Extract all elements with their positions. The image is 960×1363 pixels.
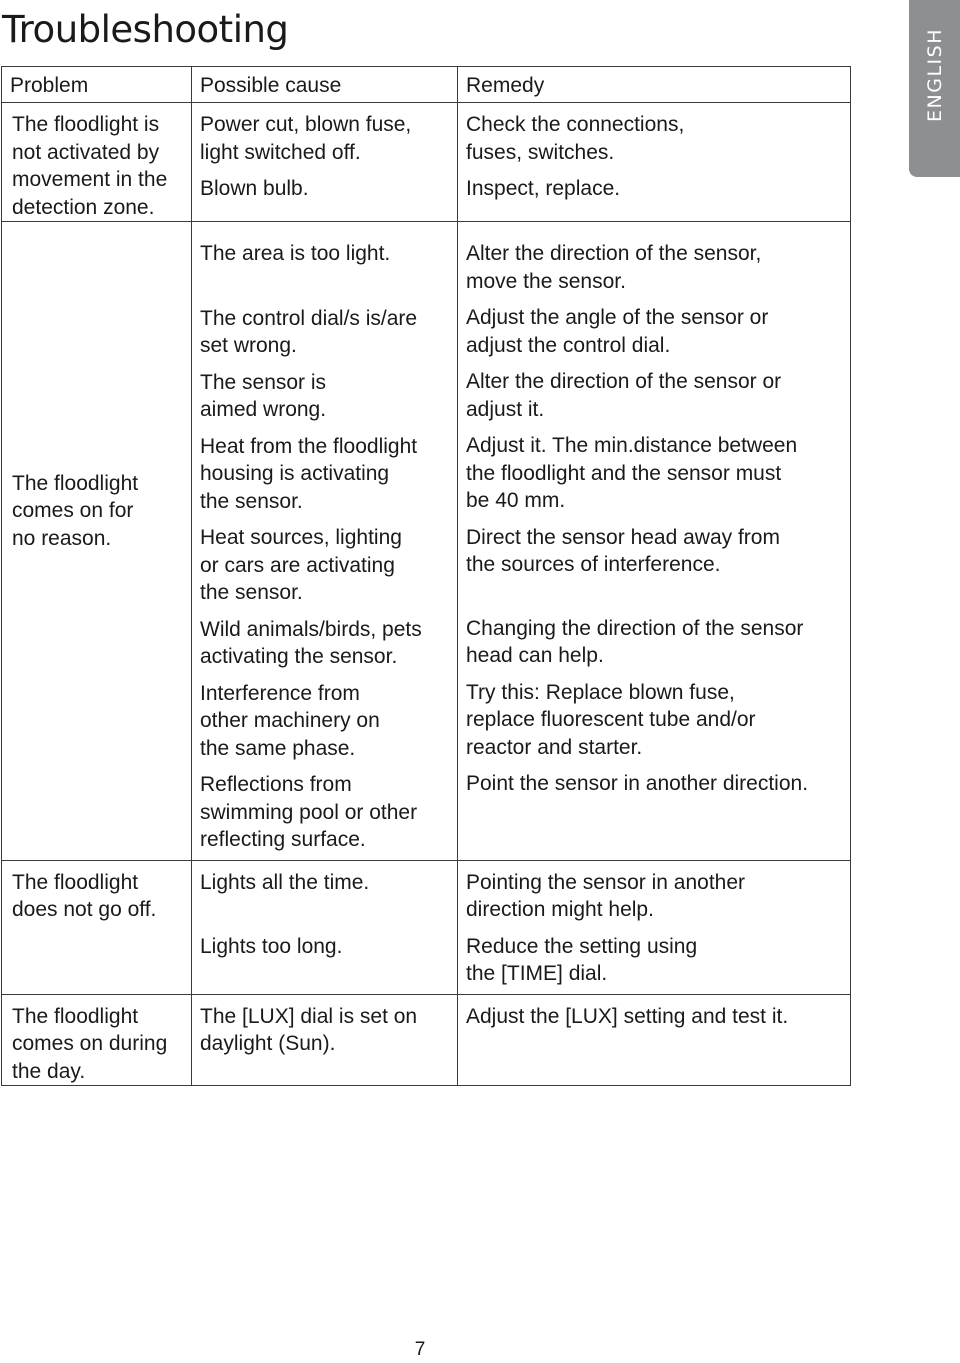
problem-text: The floodlight comes on during the day. bbox=[12, 1004, 168, 1083]
remedy-text: Direct the sensor head away from the sources of interference. bbox=[466, 525, 780, 576]
cause-text: The sensor is aimed wrong. bbox=[200, 370, 327, 421]
troubleshooting-table bbox=[1, 66, 851, 1086]
page-number: 7 bbox=[414, 1339, 426, 1360]
problem-cell bbox=[2, 994, 192, 1086]
remedies-cell bbox=[458, 103, 851, 222]
problem-cell bbox=[2, 222, 192, 861]
problem-cell bbox=[2, 860, 192, 994]
header-problem: Problem bbox=[2, 67, 192, 103]
remedy-text: Point the sensor in another direction. bbox=[466, 772, 809, 795]
remedy-text: Try this: Replace blown fuse, replace fluorescent tube and/or reactor and starter. bbox=[466, 680, 756, 759]
cause-text: Heat from the floodlight housing is activating the sensor. bbox=[200, 434, 418, 513]
language-tab-label: ENGLISH bbox=[923, 28, 946, 122]
table-row bbox=[2, 222, 851, 861]
remedies-cell bbox=[458, 222, 851, 861]
cause-text: The [LUX] dial is set on daylight (Sun). bbox=[200, 1004, 418, 1055]
remedy-text: Adjust the [LUX] setting and test it. bbox=[466, 1004, 789, 1028]
remedies-cell bbox=[458, 860, 851, 994]
cause-text: Blown bulb. bbox=[200, 177, 309, 200]
problem-text: The floodlight does not go off. bbox=[12, 870, 157, 921]
causes-cell bbox=[192, 860, 458, 994]
remedy-text: Alter the direction of the sensor, move the sensor. bbox=[466, 242, 762, 293]
cause-text: Interference from other machinery on the same phase. bbox=[200, 681, 380, 760]
remedy-text: Adjust the angle of the sensor or adjust the control dial. bbox=[466, 306, 769, 357]
remedy-text: Alter the direction of the sensor or adjust it. bbox=[466, 370, 782, 421]
remedy-text: Changing the direction of the sensor head can help. bbox=[466, 616, 804, 667]
remedy-text: Reduce the setting using the [TIME] dial. bbox=[466, 934, 698, 985]
causes-cell bbox=[192, 222, 458, 861]
remedy-text: Inspect, replace. bbox=[466, 177, 621, 200]
language-tab bbox=[909, 0, 960, 177]
cause-text: Lights all the time. bbox=[200, 870, 370, 894]
table-row bbox=[2, 994, 851, 1086]
cause-text: The control dial/s is/are set wrong. bbox=[200, 306, 418, 357]
causes-cell bbox=[192, 103, 458, 222]
cause-text: Reflections from swimming pool or other reflecting surface. bbox=[200, 773, 418, 851]
cause-text: The area is too light. bbox=[200, 242, 391, 265]
header-possible-cause: Possible cause bbox=[192, 67, 458, 103]
cause-text: Lights too long. bbox=[200, 935, 343, 958]
problem-text: The floodlight comes on for no reason. bbox=[12, 471, 139, 550]
table-row bbox=[2, 860, 851, 994]
problem-text: The floodlight is not activated by movement in the detection zone. bbox=[12, 113, 168, 219]
remedies-cell bbox=[458, 994, 851, 1086]
table-row bbox=[2, 103, 851, 222]
problem-cell bbox=[2, 103, 192, 222]
remedy-text: Pointing the sensor in another direction might help. bbox=[466, 870, 746, 921]
table-header-row bbox=[2, 67, 851, 103]
header-remedy: Remedy bbox=[458, 67, 851, 103]
cause-text: Power cut, blown fuse, light switched off. bbox=[200, 113, 412, 164]
cause-text: Heat sources, lighting or cars are activating the sensor. bbox=[200, 526, 402, 604]
causes-cell bbox=[192, 994, 458, 1086]
remedy-text: Adjust it. The min.distance between the floodlight and the sensor must be 40 mm. bbox=[466, 434, 798, 512]
remedy-text: Check the connections, fuses, switches. bbox=[466, 113, 685, 164]
cause-text: Wild animals/birds, pets activating the sensor. bbox=[200, 617, 422, 668]
page-title: Troubleshooting bbox=[2, 8, 289, 51]
